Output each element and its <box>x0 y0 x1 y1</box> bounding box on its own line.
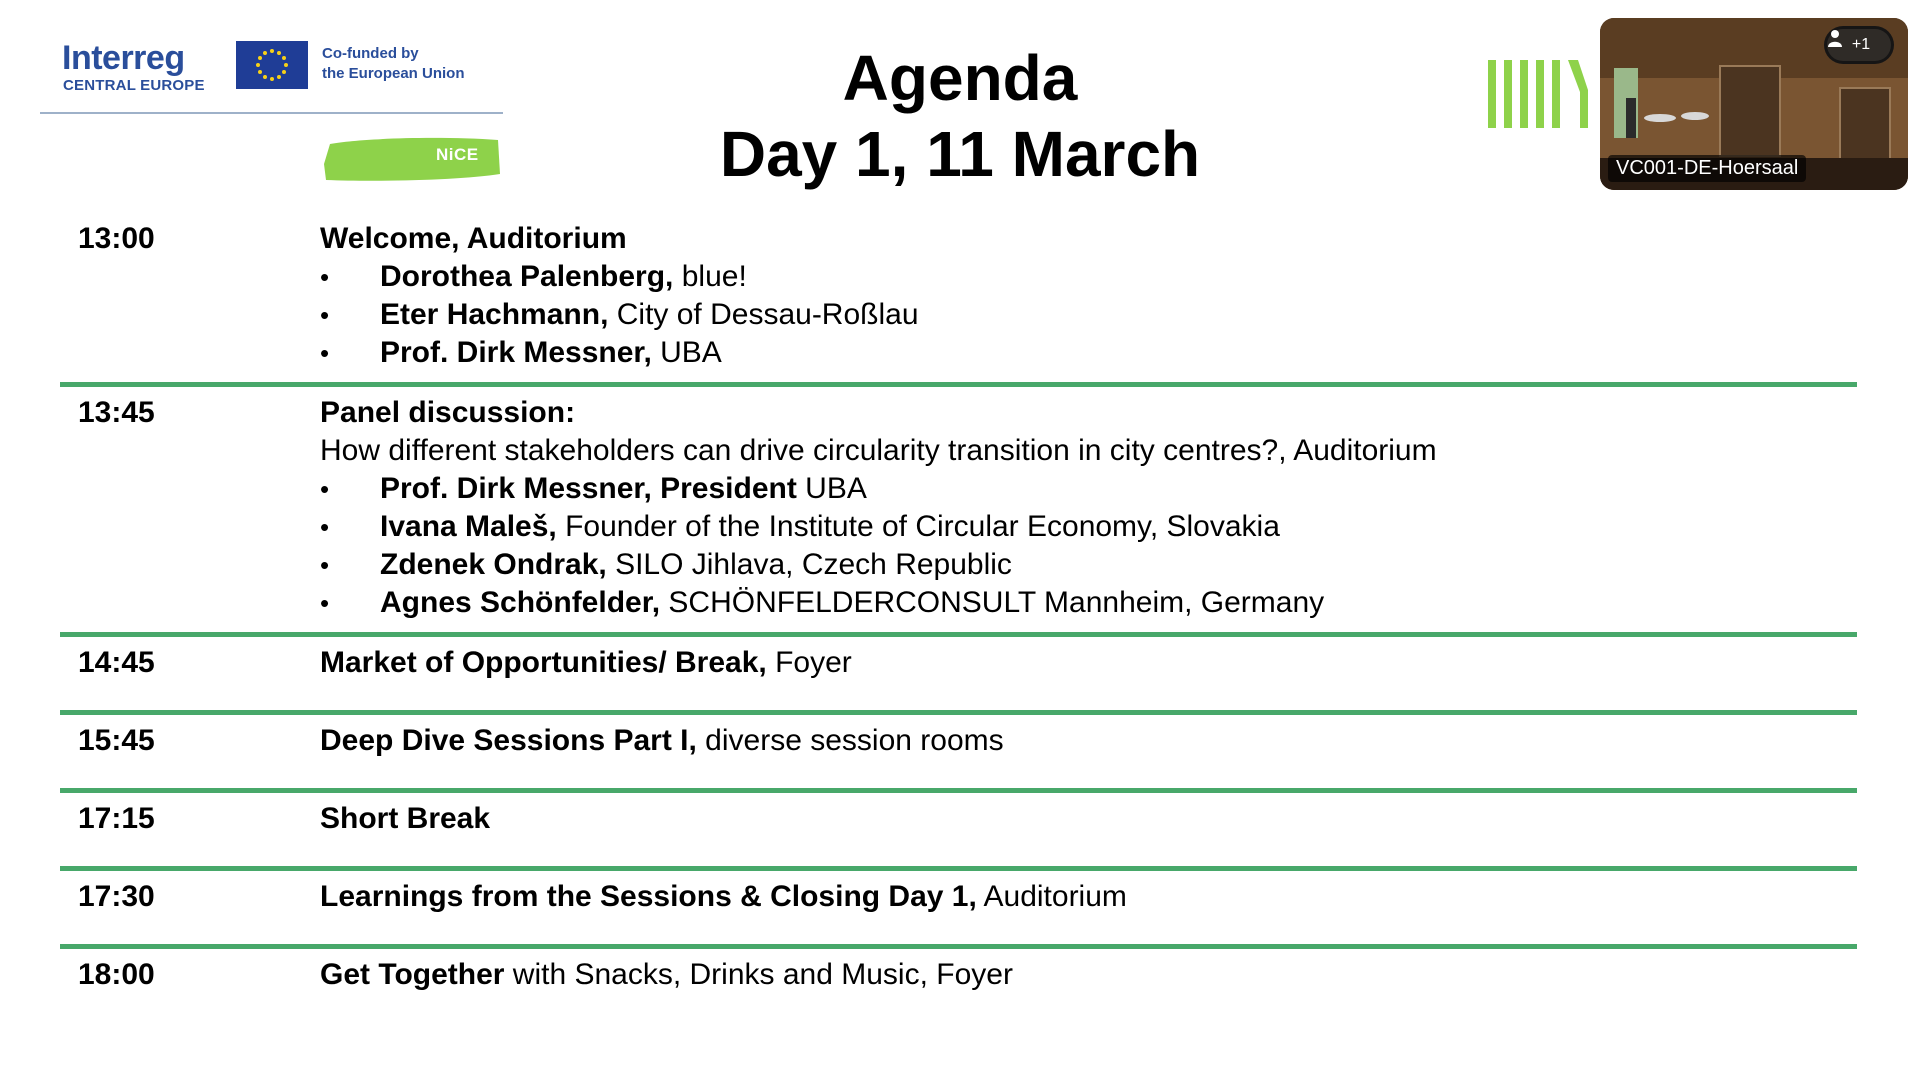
agenda-bullet <box>320 470 1820 508</box>
logo-divider <box>40 112 503 114</box>
agenda-title: Deep Dive Sessions Part I, <box>320 724 697 757</box>
agenda-time: 15:45 <box>78 724 155 757</box>
agenda-title: Get Together <box>320 958 505 991</box>
bullet-icon: • <box>320 300 330 330</box>
row-divider <box>60 710 1857 715</box>
speaker-name: Prof. Dirk Messner, President <box>380 472 797 505</box>
eu-flag-icon <box>236 41 308 89</box>
agenda-time: 18:00 <box>78 958 155 991</box>
agenda-time: 13:00 <box>78 222 155 255</box>
row-divider <box>60 944 1857 949</box>
agenda-bullet <box>320 546 1820 584</box>
slide-title <box>660 40 1260 192</box>
participant-name-label: VC001-DE-Hoersaal <box>1608 155 1806 182</box>
agenda-time: 17:30 <box>78 880 155 913</box>
agenda-location: Foyer <box>766 646 852 679</box>
title-line-2: Day 1, 11 March <box>719 118 1201 190</box>
speaker-name: Dorothea Palenberg, <box>380 260 674 293</box>
person-icon <box>1827 29 1843 47</box>
speaker-affiliation: blue! <box>673 260 747 293</box>
agenda-content <box>320 956 1820 994</box>
speaker-affiliation: SCHÖNFELDERCONSULT Mannheim, Germany <box>660 586 1325 619</box>
cofunded-line-2: the European Union <box>322 65 465 82</box>
bullet-icon: • <box>320 588 330 618</box>
speaker-name: Zdenek Ondrak, <box>380 548 607 581</box>
speaker-affiliation: SILO Jihlava, Czech Republic <box>606 548 1012 581</box>
row-divider <box>60 382 1857 387</box>
interreg-logo-subtext: CENTRAL EUROPE <box>63 77 205 94</box>
participant-count-badge[interactable] <box>1824 26 1894 64</box>
interreg-logo-block <box>40 38 503 114</box>
speaker-name: Ivana Maleš, <box>380 510 557 543</box>
speaker-affiliation: Founder of the Institute of Circular Economy, Slovakia <box>556 510 1280 543</box>
agenda-content <box>320 800 1820 838</box>
agenda-bullet <box>320 334 1820 372</box>
row-divider <box>60 866 1857 871</box>
speaker-name: Prof. Dirk Messner, <box>380 336 652 369</box>
cofunded-line-1: Co-funded by <box>322 45 419 62</box>
agenda-content <box>320 722 1820 760</box>
agenda-content <box>320 220 1820 372</box>
speaker-name: Agnes Schönfelder, <box>380 586 661 619</box>
agenda-bullet <box>320 508 1820 546</box>
speaker-name: Eter Hachmann, <box>380 298 609 331</box>
agenda-bullet <box>320 584 1820 622</box>
agenda-content <box>320 878 1820 916</box>
agenda-title: Short Break <box>320 802 491 835</box>
bullet-icon: • <box>320 550 330 580</box>
speaker-affiliation: UBA <box>796 472 867 505</box>
bullet-icon: • <box>320 474 330 504</box>
video-thumbnail[interactable] <box>1600 18 1908 190</box>
agenda-subtitle: How different stakeholders can drive circularity transition in city centres?, Auditorium <box>320 434 1437 467</box>
bullet-icon: • <box>320 338 330 368</box>
agenda-content <box>320 644 1820 682</box>
agenda-location: with Snacks, Drinks and Music, Foyer <box>504 958 1013 991</box>
speaker-affiliation: City of Dessau-Roßlau <box>608 298 919 331</box>
row-divider <box>60 788 1857 793</box>
bullet-icon: • <box>320 512 330 542</box>
agenda-title: Panel discussion: <box>320 396 576 429</box>
agenda-content <box>320 394 1820 622</box>
agenda-location: diverse session rooms <box>696 724 1004 757</box>
agenda-bullet <box>320 296 1820 334</box>
agenda-time: 13:45 <box>78 396 155 429</box>
row-divider <box>60 632 1857 637</box>
title-line-1: Agenda <box>842 42 1078 114</box>
agenda-title: Market of Opportunities/ Break, <box>320 646 767 679</box>
agenda-title: Welcome, Auditorium <box>320 222 627 255</box>
agenda-time: 14:45 <box>78 646 155 679</box>
agenda-bullet <box>320 258 1820 296</box>
speaker-affiliation: UBA <box>651 336 722 369</box>
interreg-logo-text: Interreg <box>62 39 185 77</box>
agenda-title: Learnings from the Sessions & Closing Day 1, <box>320 880 977 913</box>
agenda-location: Auditorium <box>976 880 1127 913</box>
agenda-time: 17:15 <box>78 802 155 835</box>
cofunded-text <box>322 44 465 84</box>
bullet-icon: • <box>320 262 330 292</box>
nice-logo-text: NiCE <box>436 145 479 164</box>
participant-count: +1 <box>1851 36 1871 53</box>
